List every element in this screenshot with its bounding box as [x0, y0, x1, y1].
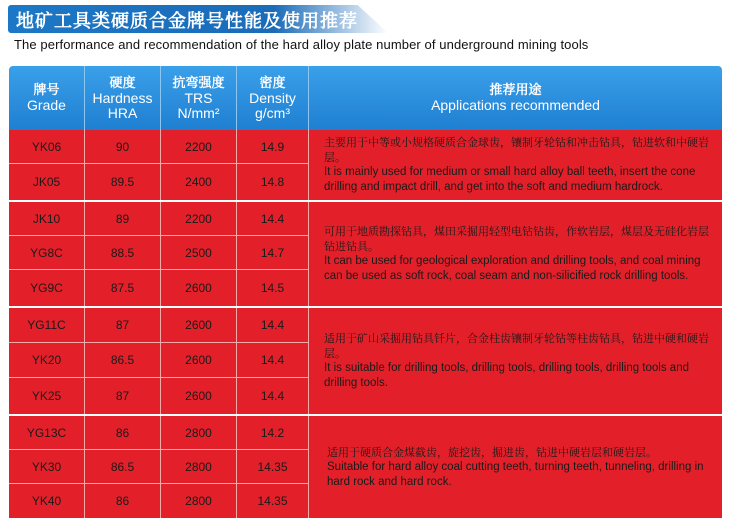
header-density [237, 66, 309, 130]
density-cell: 14.4 [237, 308, 309, 342]
header-grade-cn: 牌号 [33, 83, 60, 98]
table-row [9, 450, 309, 484]
density-cell: 14.8 [237, 164, 309, 200]
table-row [9, 308, 309, 343]
grade-cell: JK05 [9, 164, 85, 200]
trs-cell: 2600 [161, 308, 237, 342]
header-applications-cn: 推荐用途 [489, 83, 542, 98]
header-density-cn: 密度 [259, 75, 286, 91]
grade-cell: YK20 [9, 343, 85, 377]
grade-cell: YK06 [9, 130, 85, 163]
table-row [9, 416, 309, 450]
hardness-cell: 88.5 [85, 236, 161, 269]
header-applications-en: Applications recommended [431, 97, 600, 113]
application-en: It can be used for geological exploration and drilling tools, and coal mining can be used as soft rock, coal seam and non-silicified rock drilling tools. [324, 255, 701, 282]
application-block [309, 202, 722, 306]
grade-cell: YG8C [9, 236, 85, 269]
trs-cell: 2400 [161, 164, 237, 200]
table-row [9, 378, 309, 414]
header-hardness [85, 66, 161, 130]
application-cn: 可用于地质勘探钻具，煤田采掘用轻型电钻钻齿，作软岩层，煤层及无硅化岩层钻进钻具。 [324, 225, 709, 253]
density-cell: 14.4 [237, 378, 309, 414]
header-density-unit: g/cm³ [255, 104, 290, 121]
table-header [9, 66, 722, 130]
grade-cell: YK25 [9, 378, 85, 414]
application-block [309, 130, 722, 200]
header-trs-unit: N/mm² [177, 104, 220, 121]
trs-cell: 2200 [161, 202, 237, 235]
table-row [9, 236, 309, 270]
header-trs-cn: 抗弯强度 [172, 75, 225, 91]
header-hardness-cn: 硬度 [109, 75, 136, 91]
table-row [9, 164, 309, 200]
application-en: It is mainly used for medium or small hard alloy ball teeth, insert the cone drilling and impact drill, and get into the soft and medium hardrock. [324, 166, 696, 193]
application-block [309, 308, 722, 414]
table-row [9, 343, 309, 378]
trs-cell: 2600 [161, 270, 237, 306]
trs-cell: 2800 [161, 416, 237, 449]
header-applications [309, 66, 722, 130]
trs-cell: 2200 [161, 130, 237, 163]
application-block [309, 416, 722, 518]
trs-cell: 2800 [161, 450, 237, 483]
trs-cell: 2600 [161, 343, 237, 377]
trs-cell: 2800 [161, 484, 237, 518]
header-density-en: Density [249, 89, 296, 106]
hardness-cell: 86 [85, 484, 161, 518]
table-row [9, 130, 309, 164]
application-cn: 适用于矿山采掘用钻具钎片，合金柱齿镶制牙轮钻等柱齿钻具，钻进中硬和硬岩层。 [324, 332, 709, 360]
trs-cell: 2600 [161, 378, 237, 414]
density-cell: 14.5 [237, 270, 309, 306]
grade-cell: YK40 [9, 484, 85, 518]
hardness-cell: 89.5 [85, 164, 161, 200]
hardness-cell: 90 [85, 130, 161, 163]
application-cn: 主要用于中等或小规格硬质合金球齿，镶制牙轮钻和冲击钻具，钻进软和中硬岩层。 [324, 136, 709, 164]
density-cell: 14.35 [237, 450, 309, 483]
density-cell: 14.2 [237, 416, 309, 449]
header-grade-en: Grade [27, 97, 66, 113]
application-cn: 适用于硬质合金煤截齿，旋挖齿，掘进齿，钻进中硬岩层和硬岩层。 [327, 445, 657, 459]
density-cell: 14.7 [237, 236, 309, 269]
grade-cell: YG9C [9, 270, 85, 306]
hardness-cell: 86.5 [85, 450, 161, 483]
density-cell: 14.4 [237, 343, 309, 377]
application-en: Suitable for hard alloy coal cutting teeth, turning teeth, tunneling, drilling in hard rock and hard rock. [327, 460, 704, 488]
table-row [9, 202, 309, 236]
grade-cell: YG11C [9, 308, 85, 342]
density-cell: 14.4 [237, 202, 309, 235]
grade-table [9, 66, 722, 518]
table-body [9, 130, 722, 518]
page-subtitle: The performance and recommendation of the hard alloy plate number of underground mining tools [14, 37, 589, 52]
table-row [9, 484, 309, 518]
grade-cell: YK30 [9, 450, 85, 483]
grade-cell: JK10 [9, 202, 85, 235]
page-title: 地矿工具类硬质合金牌号性能及使用推荐 [16, 11, 358, 32]
hardness-cell: 87 [85, 308, 161, 342]
grade-cell: YG13C [9, 416, 85, 449]
application-en: It is suitable for drilling tools, drilling tools, drilling tools, drilling tools and drilling tools. [324, 362, 689, 389]
header-grade [9, 66, 85, 130]
hardness-cell: 86 [85, 416, 161, 449]
trs-cell: 2500 [161, 236, 237, 269]
header-trs-en: TRS [184, 89, 213, 106]
table-row [9, 270, 309, 306]
hardness-cell: 87 [85, 378, 161, 414]
header-trs [161, 66, 237, 130]
header-hardness-unit: HRA [107, 104, 138, 121]
density-cell: 14.9 [237, 130, 309, 163]
hardness-cell: 89 [85, 202, 161, 235]
header-hardness-en: Hardness [92, 89, 153, 106]
density-cell: 14.35 [237, 484, 309, 518]
hardness-cell: 86.5 [85, 343, 161, 377]
hardness-cell: 87.5 [85, 270, 161, 306]
